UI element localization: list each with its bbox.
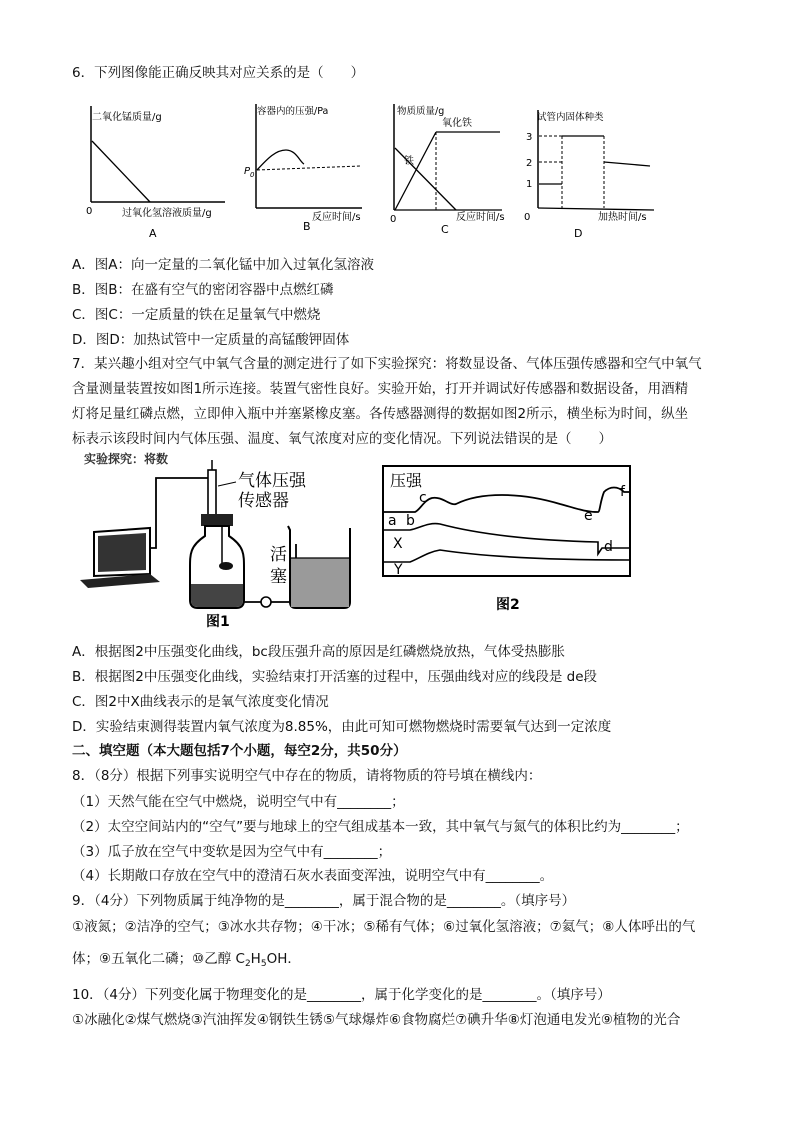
graph-d-origin: 0: [524, 212, 531, 223]
graph-d-tick-1: 1: [526, 179, 533, 190]
graph-a-caption: A: [149, 227, 157, 240]
q7-option-a: A．根据图2中压强变化曲线，bc段压强升高的原因是红磷燃烧放热，气体受热膨胀: [72, 644, 565, 660]
fig1-sensor-line1: 气体压强: [238, 471, 306, 491]
q7-figures: [0, 452, 794, 632]
svg-text:P0: [244, 166, 255, 179]
figure-1-apparatus: [74, 452, 360, 630]
graph-d-tick-2: 2: [526, 158, 533, 169]
laptop-icon: [80, 528, 160, 588]
q10-stem: 10．（4分）下列变化属于物理变化的是________，属于化学变化的是________。（填序号）: [72, 987, 611, 1003]
graph-b-p0: P: [244, 166, 251, 177]
graph-c-xlabel: 反应时间/s: [456, 212, 505, 223]
q8-stem: 8．（8分）根据下列事实说明空气中存在的物质，请将物质的符号填在横线内：: [72, 768, 542, 784]
q8-item-1: （1）天然气能在空气中燃烧，说明空气中有________；: [72, 794, 405, 810]
q6-option-d: D．图D：加热试管中一定质量的高锰酸钾固体: [72, 332, 350, 348]
section-2-heading: 二、填空题（本大题包括7个小题，每空2分，共50分）: [72, 743, 407, 759]
q6-option-a: A．图A：向一定量的二氧化锰中加入过氧化氢溶液: [72, 257, 374, 273]
graph-c-label-fe: 铁: [404, 156, 414, 167]
graph-d-xlabel: 加热时间/s: [598, 212, 647, 223]
fig2-title: 压强: [390, 471, 423, 490]
graph-a-curve: [92, 141, 150, 202]
q7-option-b: B．根据图2中压强变化曲线，实验结束打开活塞的过程中，压强曲线对应的线段是 de段: [72, 669, 598, 685]
graph-a-xlabel: 过氧化氢溶液质量/g: [122, 208, 212, 219]
q7-stem-line-3: 灯将足量红磷点燃，立即伸入瓶中并塞紧橡皮塞。各传感器测得的数据如图2所示，横坐标为时间，纵坐: [72, 406, 689, 422]
q6-option-c: C．图C：一定质量的铁在足量氧气中燃烧: [72, 307, 321, 323]
q6-graphs: [0, 96, 794, 246]
q6-option-b: B．图B：在盛有空气的密闭容器中点燃红磷: [72, 282, 334, 298]
fig2-point-b: b: [406, 513, 415, 529]
graph-d: [524, 110, 654, 240]
graph-a: [86, 106, 225, 240]
graph-a-origin: 0: [86, 206, 93, 217]
graph-d-ylabel: 试管内固体种类: [537, 112, 604, 123]
graph-d-tick-3: 3: [526, 132, 533, 143]
graph-c-oxide-line: [395, 132, 436, 210]
fig1-valve-line2: 塞: [270, 567, 287, 587]
fig1-caption: 图1: [206, 614, 230, 630]
graph-b-caption: B: [303, 220, 311, 233]
q8-item-2: （2）太空空间站内的“空气”要与地球上的空气组成基本一致，其中氧气与氮气的体积比约为________；: [72, 819, 689, 835]
q10-options-line-1: ①冰融化②煤气燃烧③汽油挥发④钢铁生锈⑤气球爆炸⑥食物腐烂⑦碘升华⑧灯泡通电发光⑨植物的光合: [72, 1012, 681, 1028]
figure-2-curves: [383, 466, 630, 613]
fig2-point-f: f: [620, 484, 625, 500]
q8-item-3: （3）瓜子放在空气中变软是因为空气中有________；: [72, 844, 392, 860]
q7-stem-line-1: 7．某兴趣小组对空气中氧气含量的测定进行了如下实验探究：将数显设备、气体压强传感器和空气中氧气: [72, 356, 702, 372]
fig2-caption: 图2: [496, 597, 520, 613]
q7-option-d: D．实验结束测得装置内氧气浓度为8.85%，由此可知可燃物燃烧时需要氧气达到一定浓度: [72, 719, 612, 735]
graph-b-xlabel: 反应时间/s: [312, 212, 361, 223]
q9-line2-post: OH．: [266, 951, 301, 967]
graph-c: [390, 104, 505, 236]
q9-options-line-1: ①液氮；②洁净的空气；③冰水共存物；④干冰；⑤稀有气体；⑥过氧化氢溶液；⑦氦气；⑧人体呼出的气: [72, 919, 696, 935]
fig1-sensor-line2: 传感器: [238, 491, 289, 511]
fig2-point-e: e: [584, 508, 593, 524]
q7-stem-line-4: 标表示该段时间内气体压强、温度、氧气浓度对应的变化情况。下列说法错误的是（ ）: [72, 431, 612, 447]
q8-item-4: （4）长期敞口存放在空气中的澄清石灰水表面变浑浊，说明空气中有________。: [72, 868, 554, 884]
fig2-label-y: Y: [394, 562, 403, 578]
q9-line2-mid: H: [250, 951, 261, 967]
q9-sub-5: 5: [260, 959, 267, 969]
graph-c-ylabel: 物质质量/g: [397, 106, 445, 117]
graph-c-label-oxide: 氧化铁: [442, 118, 472, 129]
fig2-point-c: c: [419, 490, 427, 506]
q7-option-c: C．图2中X曲线表示的是氧气浓度变化情况: [72, 694, 329, 710]
fig2-label-x: X: [393, 536, 403, 552]
q7-stem-line-2: 含量测量装置按如图1所示连接。装置气密性良好。实验开始，打开并调试好传感器和数据设备，用酒精: [72, 381, 689, 397]
q6-stem: 6．下列图像能正确反映其对应关系的是（ ）: [72, 65, 365, 81]
fig1-top-text: 实验探究：将数: [84, 452, 169, 466]
fig2-point-d: d: [604, 539, 613, 555]
graph-b-ylabel: 容器内的压强/Pa: [257, 106, 329, 117]
graph-d-caption: D: [574, 227, 583, 240]
graph-a-ylabel: 二氧化锰质量/g: [92, 112, 162, 123]
graph-b-p0-sub: 0: [250, 171, 255, 179]
q9-sub-2: 2: [244, 959, 251, 969]
q9-stem: 9．（4分）下列物质属于纯净物的是________，属于混合物的是________。（填序号）: [72, 893, 576, 909]
fig2-point-a: a: [388, 513, 397, 529]
q9-line2-pre: 体；⑨五氧化二磷；⑩乙醇 C: [72, 951, 245, 967]
graph-b-curve: [257, 150, 304, 170]
q9-options-line-2: [72, 950, 301, 973]
graph-b: [244, 104, 362, 233]
graph-c-caption: C: [441, 223, 449, 236]
fig1-valve-line1: 活: [270, 545, 287, 565]
graph-c-origin: 0: [390, 214, 397, 225]
